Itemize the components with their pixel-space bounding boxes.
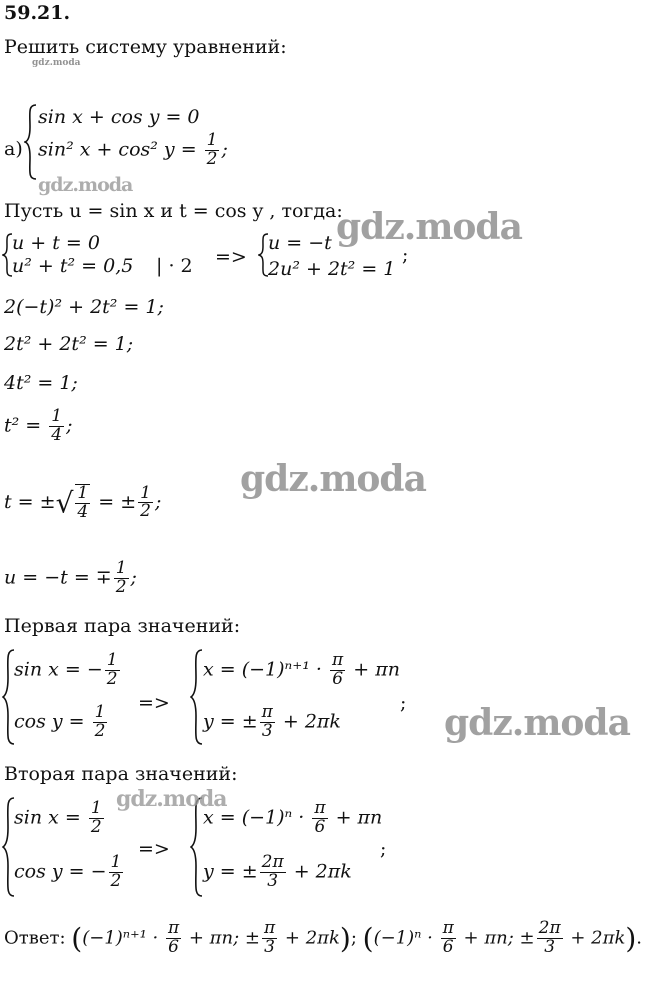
step-4-fraction: [49, 408, 64, 445]
pair2-r2-num: 2π: [261, 852, 284, 872]
pair1-r2-den: 3: [261, 720, 273, 741]
part-a-eq2: [38, 132, 228, 169]
pair2-r1-den: 6: [314, 816, 326, 837]
pair1-r1-text: x = (−1)ⁿ⁺¹ ·: [203, 658, 329, 681]
watermark-logo: gdz.moda: [240, 458, 426, 500]
pair1-r1-den: 6: [332, 668, 344, 689]
system1-arrow: =>: [215, 246, 247, 268]
pair1-arrow: =>: [138, 692, 170, 714]
answer-p1-y-tail: + 2πk: [279, 927, 340, 949]
step-5-num: 1: [140, 482, 151, 503]
pair2-r1-fraction: [312, 800, 327, 837]
pair2-l2-den: 2: [110, 870, 122, 891]
pair2-l1-fraction: [89, 800, 104, 837]
pair2-r1-num: π: [314, 798, 326, 818]
answer-p2-x-tail: + πn; ±: [457, 927, 535, 949]
pair1-l1-fraction: [105, 652, 120, 689]
step-6-tail: ;: [130, 566, 137, 589]
part-a-brace: [24, 103, 38, 181]
pair1-l2-fraction: [93, 704, 108, 741]
pair2-title: Вторая пара значений:: [4, 763, 238, 785]
answer-p2-x-frac: [441, 920, 456, 957]
pair1-r2-num: π: [261, 702, 273, 722]
part-a-label: а): [4, 138, 23, 160]
step-4-tail: ;: [66, 414, 73, 437]
system1-result1: u = −t: [268, 232, 332, 254]
answer-p2-y-frac: [537, 920, 563, 957]
pair1-line1: [14, 652, 122, 689]
pair1-r1-fraction: [330, 652, 345, 689]
sqrt-num: 1: [77, 483, 89, 503]
answer-p2-x-den: 6: [442, 936, 454, 957]
watermark-logo: gdz.moda: [38, 174, 133, 196]
pair2-arrow: =>: [138, 838, 170, 860]
paren-open-2: (: [362, 921, 374, 955]
step-6-lhs: u = −t = ∓: [4, 566, 112, 589]
pair1-l2-text: cos y =: [14, 710, 91, 733]
pair2-l2-num: 1: [110, 852, 122, 872]
pair2-line1: [14, 800, 106, 837]
step-5-fraction: [138, 482, 153, 522]
answer-end: .: [636, 927, 643, 949]
pair1-line2: [14, 704, 109, 741]
pair2-result1: [203, 800, 382, 837]
task-statement: Решить систему уравнений:: [4, 36, 287, 58]
eq2-num: 1: [206, 130, 218, 150]
eq2-tail: ;: [221, 138, 228, 161]
answer-p1-x-frac: [166, 920, 181, 957]
step-2: 2t² + 2t² = 1;: [4, 333, 134, 355]
part-a-eq1: sin x + cos y = 0: [38, 106, 200, 128]
step-6: [4, 560, 137, 597]
answer-label: Ответ:: [4, 927, 66, 949]
watermark-logo: gdz.moda: [336, 206, 522, 248]
answer-p1-x-den: 6: [168, 936, 179, 957]
paren-open-1: (: [71, 921, 83, 955]
pair2-l1-den: 2: [90, 816, 102, 837]
step-6-den: 2: [115, 576, 127, 597]
answer-p2-x: (−1)ⁿ ·: [373, 927, 439, 949]
step-5-tail: ;: [154, 490, 162, 513]
answer-p2-x-num: π: [442, 918, 454, 938]
step-6-num: 1: [115, 558, 127, 578]
step-4-den: 4: [51, 424, 63, 445]
pair2-l1-text: sin x =: [14, 806, 87, 829]
pair2-r1-tail: + πn: [329, 806, 383, 829]
pair2-l1-num: 1: [90, 798, 102, 818]
answer-p2-y-tail: + 2πk: [564, 927, 626, 949]
sqrt-sign: √: [55, 486, 74, 520]
pair1-r1-tail: + πn: [347, 658, 400, 681]
step-4: [4, 408, 73, 445]
answer-p1-x-tail: + πn; ±: [183, 927, 260, 949]
step-6-fraction: [114, 560, 129, 597]
step-5-lhs: t = ±: [4, 490, 56, 513]
answer-p2-y-num: 2π: [538, 918, 561, 938]
substitution-line: Пусть u = sin x и t = cos y , тогда:: [4, 200, 343, 222]
watermark-logo: gdz.moda: [444, 702, 630, 744]
step-3: 4t² = 1;: [4, 372, 78, 394]
pair1-l1-text: sin x = −: [14, 658, 103, 681]
pair1-l1-num: 1: [106, 650, 118, 670]
pair1-r2-fraction: [260, 704, 275, 741]
step-5-mid: = ±: [92, 490, 137, 513]
answer-p1-x-num: π: [167, 918, 180, 938]
step-4-num: 1: [51, 406, 63, 426]
pair2-r2-tail: + 2πk: [287, 860, 352, 883]
sqrt-den: 4: [77, 501, 89, 522]
pair2-tail: ;: [380, 838, 387, 860]
pair2-r2-den: 3: [267, 870, 279, 891]
step-1: 2(−t)² + 2t² = 1;: [4, 296, 164, 318]
eq2-den: 2: [206, 148, 218, 169]
pair1-l2-den: 2: [94, 720, 106, 741]
pair2-r2-fraction: [260, 854, 286, 891]
pair2-r2-text: y = ±: [203, 860, 258, 883]
paren-close-1: ): [339, 921, 351, 955]
eq2-fraction: [205, 132, 220, 169]
pair1-r2-text: y = ±: [203, 710, 258, 733]
answer-line: [4, 920, 642, 957]
watermark-logo: gdz.moda: [116, 786, 227, 812]
system1-tail: ;: [402, 244, 409, 266]
eq2-lhs: sin² x + cos² y =: [38, 138, 203, 161]
sqrt-fraction: [75, 484, 90, 522]
pair1-result2: [203, 704, 341, 741]
pair1-l1-den: 2: [106, 668, 118, 689]
step-5-den: 2: [140, 501, 151, 522]
pair1-tail: ;: [400, 692, 407, 714]
watermark-logo: gdz.moda: [32, 58, 81, 68]
problem-number: 59.21.: [4, 2, 71, 24]
paren-close-2: ): [625, 921, 637, 955]
answer-p1-x: (−1)ⁿ⁺¹ ·: [82, 927, 164, 949]
pair2-line2: [14, 854, 125, 891]
pair1-result1: [203, 652, 400, 689]
system1-line1: u + t = 0: [12, 232, 100, 254]
system1-result2: 2u² + 2t² = 1: [268, 258, 396, 280]
answer-p1-y-num: π: [263, 918, 276, 938]
pair1-title: Первая пара значений:: [4, 615, 241, 637]
pair2-result2: [203, 854, 352, 891]
step-5: [4, 484, 161, 522]
pair1-l2-num: 1: [94, 702, 106, 722]
answer-p2-y-den: 3: [544, 936, 556, 957]
system1-multiplier: | · 2: [156, 255, 193, 277]
step-4-lhs: t² =: [4, 414, 48, 437]
system1-line2: u² + t² = 0,5: [12, 255, 134, 277]
answer-separator: ;: [350, 927, 357, 949]
pair2-r1-text: x = (−1)ⁿ ·: [203, 806, 311, 829]
answer-p1-y-frac: [262, 920, 277, 957]
pair2-l2-text: cos y = −: [14, 860, 107, 883]
pair1-r1-num: π: [332, 650, 344, 670]
pair1-right-brace: [190, 648, 204, 746]
pair1-r2-tail: + 2πk: [276, 710, 341, 733]
pair2-l2-fraction: [109, 854, 124, 891]
answer-p1-y-den: 3: [264, 936, 275, 957]
